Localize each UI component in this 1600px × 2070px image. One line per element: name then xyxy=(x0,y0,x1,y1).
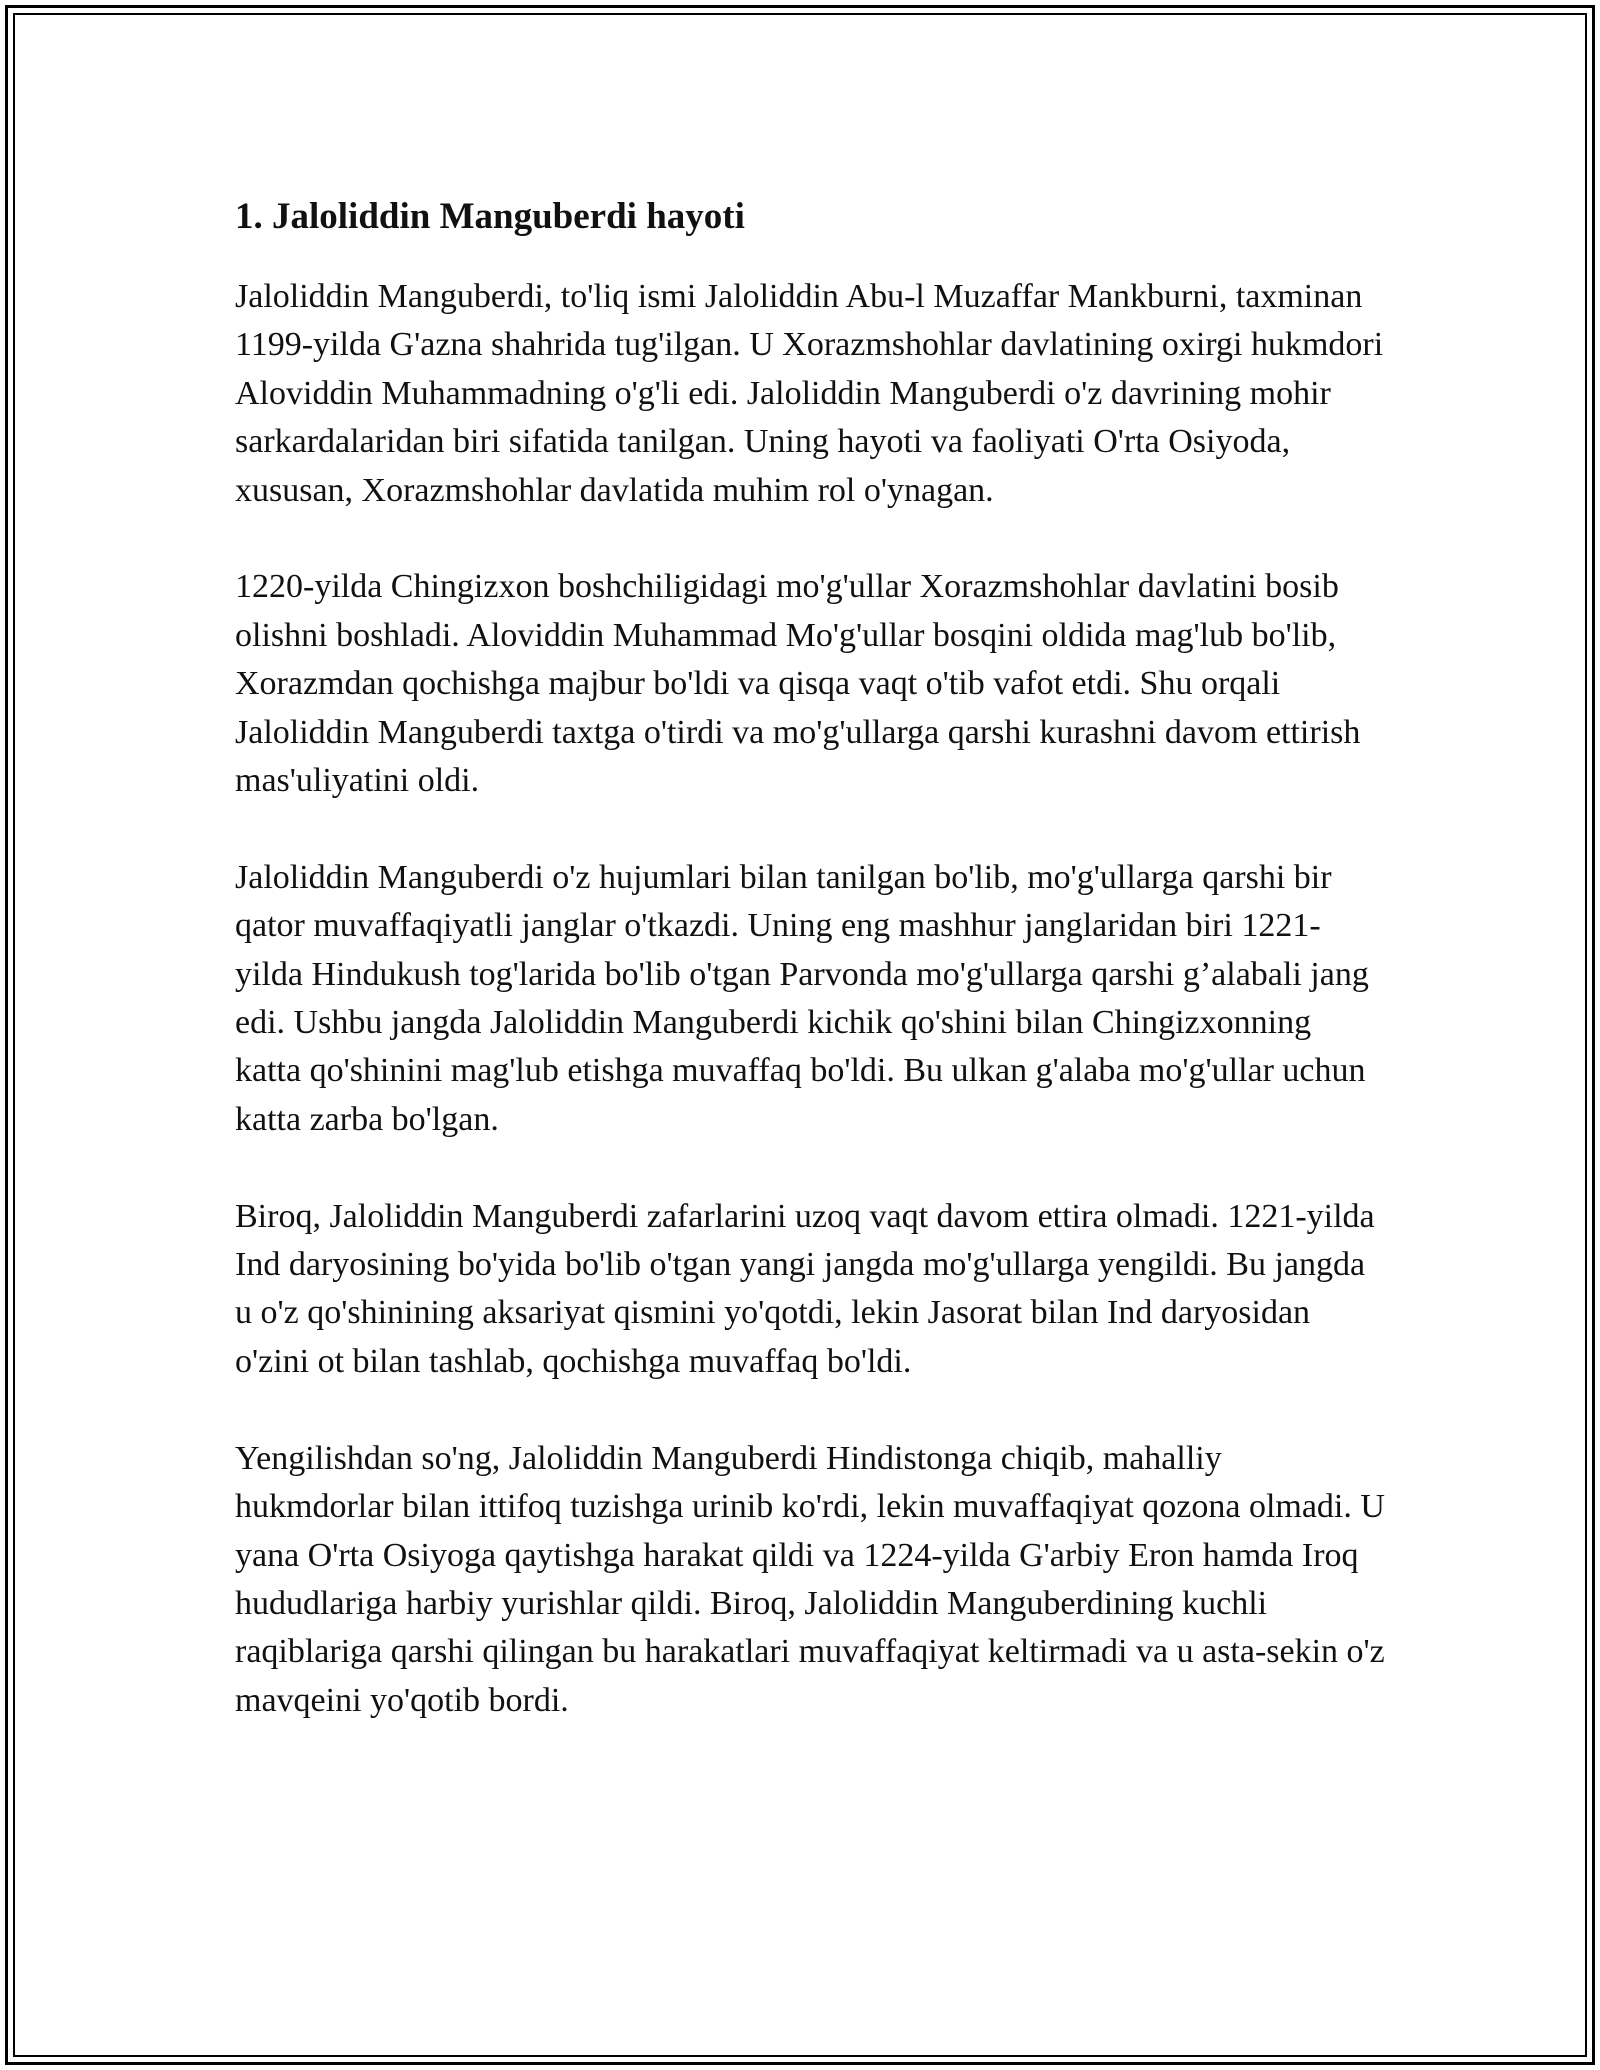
paragraph-mongol-invasion: 1220-yilda Chingizxon boshchiligidagi mo'g'ullar Xorazmshohlar davlatini bosib olishni boshladi. Aloviddin Muhammad Mo'g'ullar bosqini oldida mag'lub bo'lib, Xorazmdan qochishga majbur bo'ldi va qisqa vaqt o'tib vafot etdi. Shu orqali Jaloliddin Manguberdi taxtga o'tirdi va mo'g'ullarga qarshi kurashni davom ettirish mas'uliyatini oldi. xyxy=(235,568,1361,800)
paragraph-later-campaigns: Yengilishdan so'ng, Jaloliddin Manguberdi Hindistonga chiqib, mahalliy hukmdorlar bilan ittifoq tuzishga urinib ko'rdi, lekin muvaffaqiyat qozona olmadi. U yana O'rta Osiyoga qaytishga harakat qildi va 1224-yilda G'arbiy Eron hamda Iroq hududlariga harbiy yurishlar qildi. Biroq, Jaloliddin Manguberdining kuchli raqiblariga qarshi qilingan bu harakatlari muvaffaqiyat keltirmadi va u asta-sekin o'z mavqeini yo'qotib bordi. xyxy=(235,1439,1385,1719)
paragraph-birth: Jaloliddin Manguberdi, to'liq ismi Jaloliddin Abu-l Muzaffar Mankburni, taxminan 1199-yilda G'azna shahrida tug'ilgan. U Xorazmshohlar davlatining oxirgi hukmdori Aloviddin Muhammadning o'g'li edi. Jaloliddin Manguberdi o'z davrining mohir sarkardalaridan biri sifatida tanilgan. Uning hayoti va faoliyati O'rta Osiyoda, xususan, Xorazmshohlar davlatida muhim rol o'ynagan. xyxy=(235,278,1384,509)
paragraph-parwan-battle: Jaloliddin Manguberdi o'z hujumlari bilan tanilgan bo'lib, mo'g'ullarga qarshi bir qator muvaffaqiyatli janglar o'tkazdi. Uning eng mashhur janglaridan biri 1221-yilda Hindukush tog'larida bo'lib o'tgan Parvonda mo'g'ullarga qarshi g’alabali jang edi. Ushbu jangda Jaloliddin Manguberdi kichik qo'shini bilan Chingizxonning katta qo'shinini mag'lub etishga muvaffaq bo'ldi. Bu ulkan g'alaba mo'g'ullar uchun katta zarba bo'lgan. xyxy=(235,858,1369,1138)
document-body xyxy=(235,183,1385,1774)
page-title: 1. Jaloliddin Manguberdi hayoti xyxy=(235,196,745,237)
paragraph-indus-battle: Biroq, Jaloliddin Manguberdi zafarlarini uzoq vaqt davom ettira olmadi. 1221-yilda Ind daryosining bo'yida bo'lib o'tgan yangi jangda mo'g'ullarga yengildi. Bu jangda u o'z qo'shinining aksariyat qismini yo'qotdi, lekin Jasorat bilan Ind daryosidan o'zini ot bilan tashlab, qochishga muvaffaq bo'ldi. xyxy=(235,1197,1375,1380)
